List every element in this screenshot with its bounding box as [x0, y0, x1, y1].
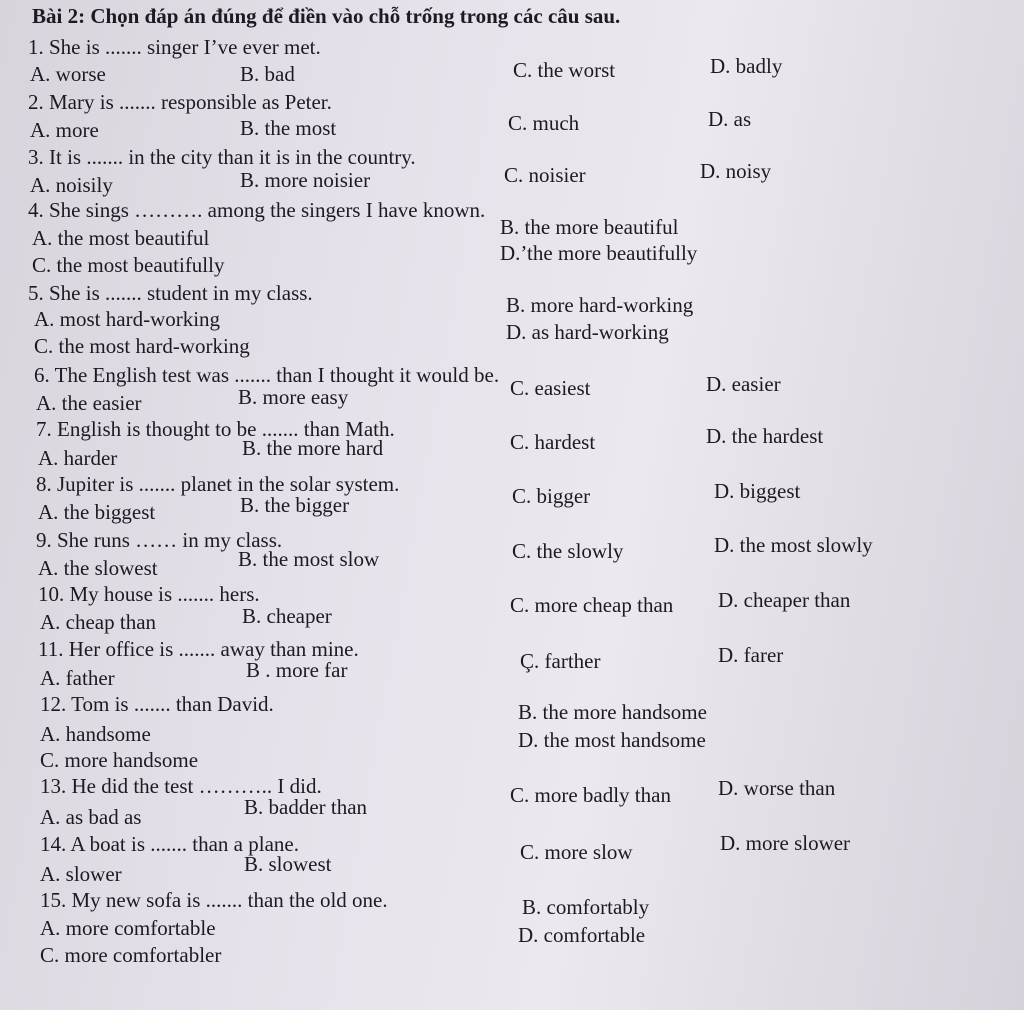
q14-option-a: A. slower: [40, 862, 122, 886]
q15-option-b: B. comfortably: [522, 895, 650, 919]
q10-option-a: A. cheap than: [40, 610, 157, 634]
q4-option-a: A. the most beautiful: [32, 226, 210, 250]
q14-option-b: B. slowest: [244, 852, 332, 876]
q9-option-a: A. the slowest: [38, 556, 158, 580]
q11-option-b: B . more far: [246, 658, 348, 682]
q3-option-c: C. noisier: [504, 163, 586, 187]
q5-option-d: D. as hard-working: [506, 320, 669, 344]
q11-option-c: Ç. farther: [520, 649, 601, 673]
q2-option-d: D. as: [708, 107, 752, 131]
q10-option-c: C. more cheap than: [510, 593, 674, 617]
q7-option-d: D. the hardest: [706, 424, 824, 448]
question-3: 3. It is ....... in the city than it is in the country.: [28, 145, 416, 169]
q3-option-a: A. noisily: [30, 173, 113, 197]
question-2: 2. Mary is ....... responsible as Peter.: [28, 90, 332, 114]
question-4: 4. She sings ………. among the singers I have known.: [28, 198, 486, 222]
question-1: 1. She is ....... singer I’ve ever met.: [28, 35, 321, 59]
q3-option-d: D. noisy: [700, 159, 772, 183]
q9-option-c: C. the slowly: [512, 539, 624, 563]
q6-option-d: D. easier: [706, 372, 781, 396]
question-13: 13. He did the test ……….. I did.: [40, 774, 322, 798]
q11-option-d: D. farer: [718, 643, 784, 667]
q6-option-a: A. the easier: [36, 391, 142, 415]
q8-option-d: D. biggest: [714, 479, 801, 503]
q12-option-a: A. handsome: [40, 722, 151, 746]
question-11: 11. Her office is ....... away than mine.: [38, 637, 359, 661]
question-6: 6. The English test was ....... than I thought it would be.: [34, 363, 500, 387]
q10-option-d: D. cheaper than: [718, 588, 851, 612]
q2-option-c: C. much: [508, 111, 580, 135]
q5-option-c: C. the most hard-working: [34, 334, 250, 358]
q4-option-d: D.’the more beautifully: [500, 241, 698, 265]
q7-option-b: B. the more hard: [242, 436, 384, 460]
q7-option-c: C. hardest: [510, 430, 596, 454]
q9-option-d: D. the most slowly: [714, 533, 873, 557]
q1-option-b: B. bad: [240, 62, 295, 86]
question-10: 10. My house is ....... hers.: [38, 582, 260, 606]
q15-option-c: C. more comfortabler: [40, 943, 222, 967]
q2-option-a: A. more: [30, 118, 99, 142]
q1-option-a: A. worse: [30, 62, 106, 86]
q13-option-c: C. more badly than: [510, 783, 671, 807]
question-15: 15. My new sofa is ....... than the old one.: [40, 888, 388, 912]
q12-option-b: B. the more handsome: [518, 700, 707, 724]
q15-option-d: D. comfortable: [518, 923, 646, 947]
question-12: 12. Tom is ....... than David.: [40, 692, 274, 716]
question-5: 5. She is ....... student in my class.: [28, 281, 313, 305]
question-14: 14. A boat is ....... than a plane.: [40, 832, 299, 856]
q8-option-b: B. the bigger: [240, 493, 350, 517]
q3-option-b: B. more noisier: [240, 168, 371, 192]
q14-option-c: C. more slow: [520, 840, 633, 864]
q13-option-a: A. as bad as: [40, 805, 142, 829]
q5-option-b: B. more hard-working: [506, 293, 694, 317]
q15-option-a: A. more comfortable: [40, 916, 216, 940]
q4-option-b: B. the more beautiful: [500, 215, 679, 239]
q14-option-d: D. more slower: [720, 831, 851, 855]
q13-option-d: D. worse than: [718, 776, 836, 800]
q10-option-b: B. cheaper: [242, 604, 332, 628]
question-8: 8. Jupiter is ....... planet in the solar system.: [36, 472, 400, 496]
q11-option-a: A. father: [40, 666, 115, 690]
question-7: 7. English is thought to be ....... than Math.: [36, 417, 395, 441]
q7-option-a: A. harder: [38, 446, 118, 470]
question-9: 9. She runs …… in my class.: [36, 528, 283, 552]
q5-option-a: A. most hard-working: [34, 307, 221, 331]
q8-option-c: C. bigger: [512, 484, 591, 508]
q12-option-c: C. more handsome: [40, 748, 199, 772]
exercise-title: Bài 2: Chọn đáp án đúng để điền vào chỗ trống trong các câu sau.: [32, 4, 621, 28]
q8-option-a: A. the biggest: [38, 500, 156, 524]
q2-option-b: B. the most: [240, 116, 337, 140]
q12-option-d: D. the most handsome: [518, 728, 706, 752]
q6-option-c: C. easiest: [510, 376, 591, 400]
q4-option-c: C. the most beautifully: [32, 253, 225, 277]
q1-option-c: C. the worst: [513, 58, 616, 82]
q13-option-b: B. badder than: [244, 795, 368, 819]
q9-option-b: B. the most slow: [238, 547, 380, 571]
q6-option-b: B. more easy: [238, 385, 349, 409]
q1-option-d: D. badly: [710, 54, 783, 78]
